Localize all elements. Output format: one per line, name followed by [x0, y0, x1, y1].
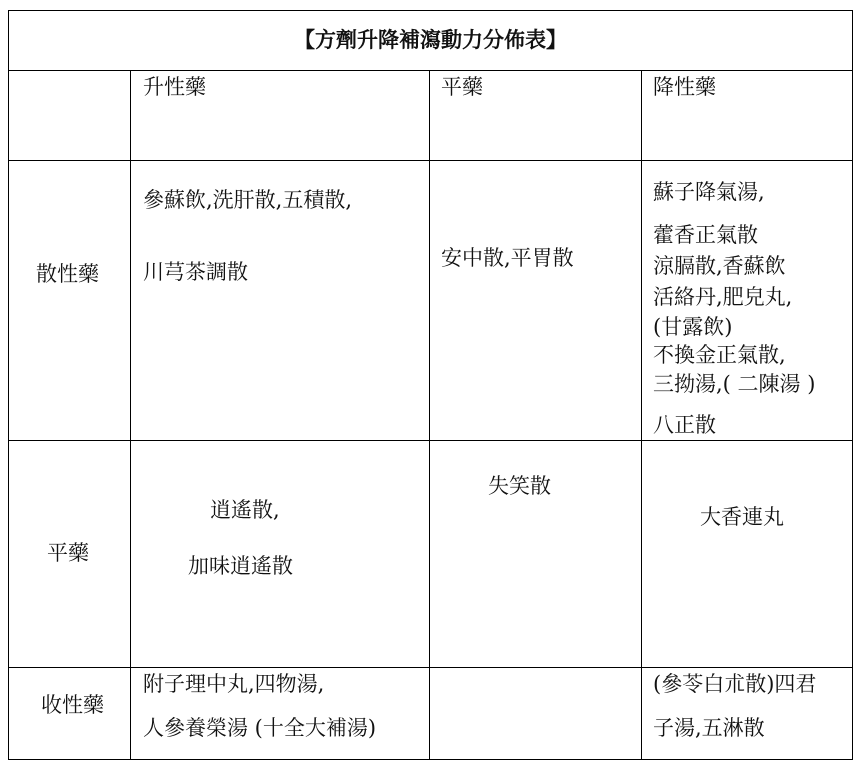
- cell-down-line: 大香連丸: [700, 505, 784, 529]
- column-header-up: 升性藥: [143, 75, 206, 99]
- cell-up-line: 附子理中丸,四物湯,: [143, 672, 325, 696]
- row-divider: [8, 440, 853, 441]
- column-divider: [641, 70, 642, 760]
- cell-down-line: 蘇子降氣湯,: [653, 180, 765, 204]
- cell-down-line: 涼膈散,香蘇飲: [653, 254, 786, 278]
- cell-up-line: 逍遙散,: [210, 498, 280, 522]
- column-header-neutral: 平藥: [441, 75, 483, 99]
- column-divider: [429, 70, 430, 760]
- row-label: 收性藥: [41, 693, 104, 717]
- cell-down-line: 藿香正氣散: [653, 223, 758, 247]
- cell-neutral-line: 安中散,平胃散: [441, 246, 574, 270]
- cell-up-line: 參蘇飲,洗肝散,五積散,: [143, 188, 353, 212]
- cell-down-line: 不換金正氣散,: [653, 343, 786, 367]
- row-divider: [8, 160, 853, 161]
- column-divider: [130, 70, 131, 760]
- cell-down-line: 八正散: [653, 413, 716, 437]
- cell-up-line: 川芎茶調散: [143, 260, 248, 284]
- cell-down-line: (參苓白朮散)四君: [653, 672, 817, 696]
- table-title: 【方劑升降補瀉動力分佈表】: [294, 27, 567, 52]
- cell-down-line: 三拗湯,( 二陳湯 ): [653, 372, 816, 396]
- cell-neutral-line: 失笑散: [488, 474, 551, 498]
- cell-up-line: 人參養榮湯 (十全大補湯): [143, 716, 377, 740]
- cell-up-line: 加味逍遙散: [188, 554, 293, 578]
- cell-down-line: 子湯,五淋散: [653, 716, 765, 740]
- cell-down-line: (甘露飲): [653, 315, 733, 339]
- row-label: 散性藥: [36, 262, 99, 286]
- cell-down-line: 活絡丹,肥皃丸,: [653, 285, 793, 309]
- row-label: 平藥: [47, 541, 89, 565]
- column-header-down: 降性藥: [653, 75, 716, 99]
- row-divider: [8, 667, 853, 668]
- row-divider: [8, 70, 853, 71]
